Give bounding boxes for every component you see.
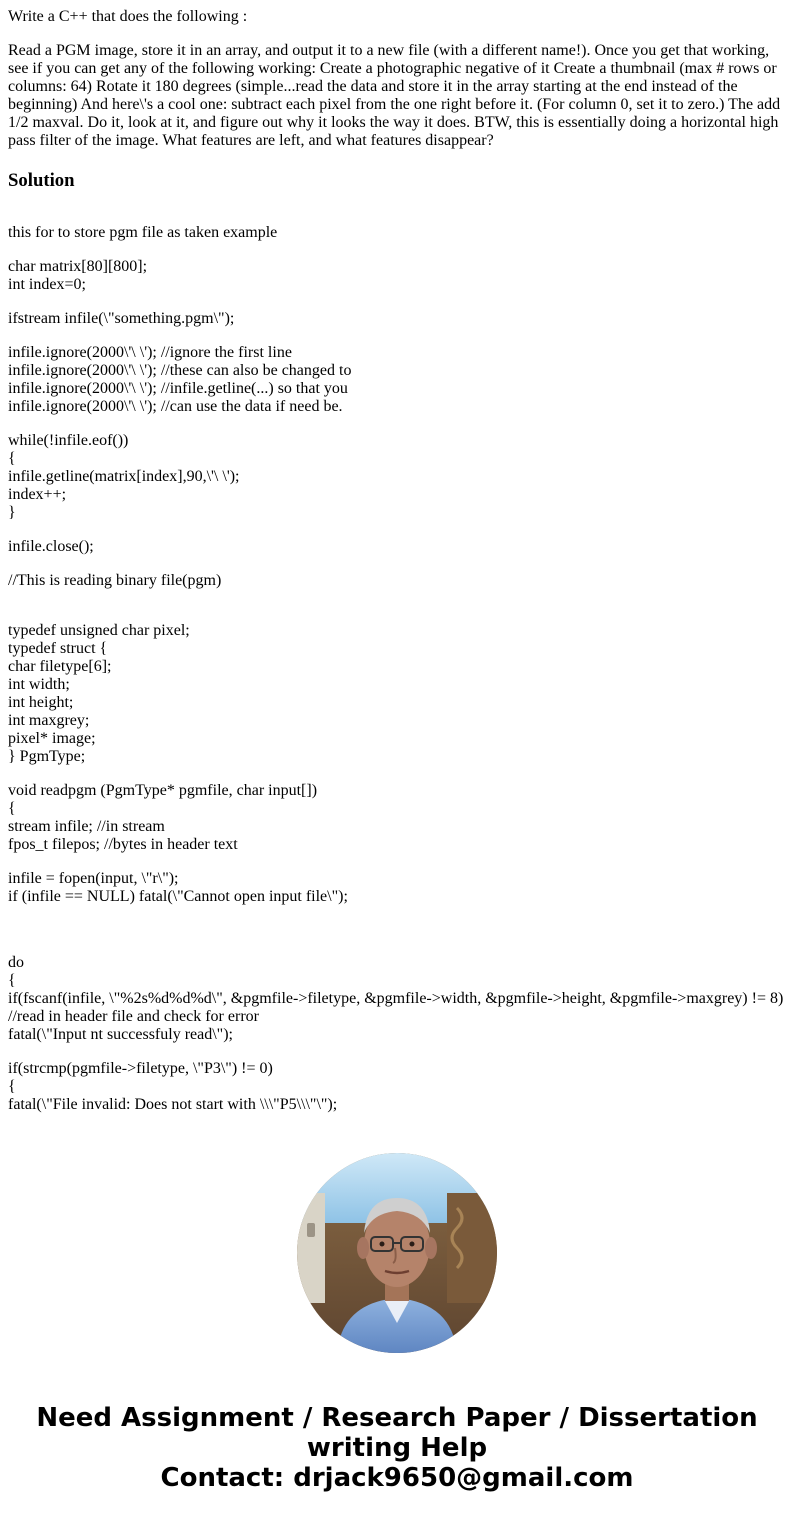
paragraph-gap <box>8 328 788 344</box>
code-paragraph: typedef unsigned char pixel; typedef struct { char filetype[6]; int width; int height; int maxgrey; pixel* image; } PgmType; <box>8 622 190 765</box>
footer-promo <box>0 1123 794 1523</box>
paragraph-gap <box>8 606 788 622</box>
paragraph-gap <box>8 522 788 538</box>
solution-code <box>8 224 788 1114</box>
question-title: Write a C++ that does the following : <box>8 8 248 25</box>
contact-line: Contact: drjack9650@gmail.com <box>160 1463 634 1493</box>
code-paragraph: //This is reading binary file(pgm) <box>8 572 222 589</box>
paragraph-gap <box>8 854 788 870</box>
paragraph-gap <box>8 938 788 954</box>
code-paragraph: if(strcmp(pgmfile->filetype, \"P3\") != 0) { fatal(\"File invalid: Does not start with \\\"P5\\\"\"); <box>8 1060 338 1113</box>
document-content <box>8 0 788 1123</box>
paragraph-gap <box>8 766 788 782</box>
contact-banner <box>0 1403 794 1493</box>
code-paragraph: this for to store pgm file as taken example <box>8 224 278 241</box>
paragraph-gap <box>8 556 788 572</box>
code-paragraph: infile.ignore(2000\'\ \'); //ignore the first line infile.ignore(2000\'\ \'); //these can also be changed to infile.ignore(2000\'\ \'); //infile.getline(...) so that you infile.ignore(2000\'\ \'); //can use the data if need be. <box>8 344 352 415</box>
code-paragraph: do { if(fscanf(infile, \"%2s%d%d%d\", &pgmfile->filetype, &pgmfile->width, &pgmfile->height, &pgmfile->maxgrey) != 8) //read in header file and check for error fatal(\"Input nt successfuly read\"); <box>8 954 784 1043</box>
paragraph-gap <box>8 906 788 922</box>
contact-line: Need Assignment / Research Paper / Dissertation <box>36 1403 758 1433</box>
code-paragraph: char matrix[80][800]; int index=0; <box>8 258 148 293</box>
question-body: Read a PGM image, store it in an array, and output it to a new file (with a different name!). Once you get that working, see if you can get any of the following working: Create a photographic negative of it Create a thumbnail (max # rows or columns: 64) Rotate it 180 degrees (simple...read the data and store it in the array starting at the end instead of the beginning) And here\'s a cool one: subtract each pixel from the one right before it. (For column 0, set it to zero.) The add 1/2 maxval. Do it, look at it, and figure out why it looks the way it does. BTW, this is essentially doing a horizontal high pass filter of the image. What features are left, and what features disappear? <box>8 42 781 149</box>
code-paragraph: void readpgm (PgmType* pgmfile, char input[]) { stream infile; //in stream fpos_t filepos; //bytes in header text <box>8 782 318 853</box>
paragraph-gap <box>8 590 788 606</box>
code-paragraph: infile.close(); <box>8 538 94 555</box>
paragraph-gap <box>8 416 788 432</box>
paragraph-gap <box>8 922 788 938</box>
solution-heading: Solution <box>8 170 75 191</box>
avatar <box>297 1153 497 1353</box>
paragraph-gap <box>8 242 788 258</box>
contact-line: writing Help <box>306 1433 488 1463</box>
paragraph-gap <box>8 1044 788 1060</box>
code-paragraph: infile = fopen(input, \"r\"); if (infile == NULL) fatal(\"Cannot open input file\"); <box>8 870 348 905</box>
person-photo <box>297 1153 497 1353</box>
code-paragraph: while(!infile.eof()) { infile.getline(matrix[index],90,\'\ \'); index++; } <box>8 432 240 521</box>
code-paragraph: ifstream infile(\"something.pgm\"); <box>8 310 235 327</box>
paragraph-gap <box>8 294 788 310</box>
